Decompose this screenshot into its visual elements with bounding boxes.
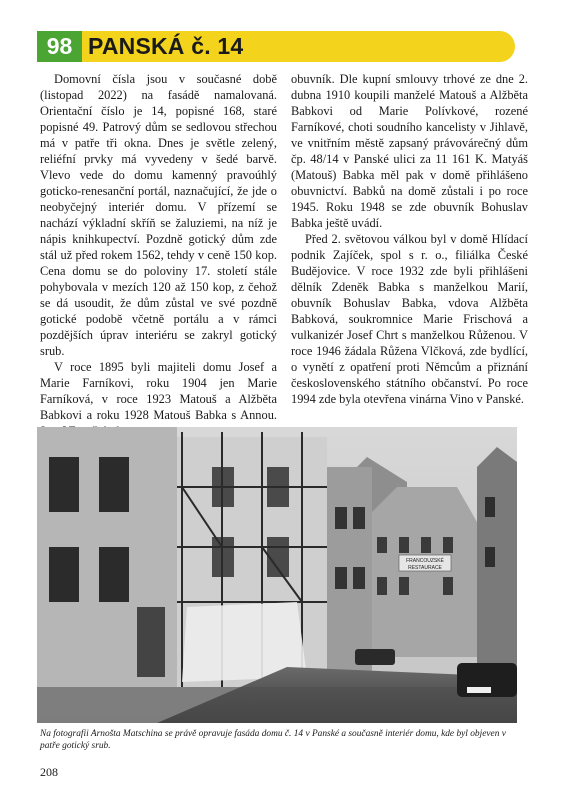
chapter-number: 98 xyxy=(37,31,82,62)
paragraph: V roce 1895 byli majiteli domu Josef a Marie Farníkovi, roku 1904 jen Marie Farníková, v roce 1923 Matouš a Alžběta Babkovi a roku 1928 Matouš Babka s Annou. xyxy=(40,360,277,422)
historical-photograph xyxy=(37,427,517,723)
building-sign-line1: FRANCOUZSKÉ xyxy=(406,558,444,564)
street-photo-illustration xyxy=(37,427,517,723)
text-column-left xyxy=(40,71,277,439)
text-column-right xyxy=(291,71,528,407)
paragraph-continuation: obuvník. Dle kupní smlouvy trhové ze dne 2. dubna 1910 koupili manželé Matouš a Alžběta Babkovi od Marie Polívkové, rozené Farníkové, choti soudního kancelisty v Jihlavě, ve vnitřním městě zapsaný právovárečný dům čp. 48/14 v Panské ulici za 11 161 K. Matyáš (Matouš) Babka měl pak v domě přihlášeno obuvnictví. Babků na domě zůstali i po roce 1945. Roku 1948 se zde obuvník Bohuslav Babka ještě uvádí. xyxy=(291,72,528,230)
paragraph: Domovní čísla jsou v současné době (listopad 2022) na fasádě namalovaná. Orientační číslo je 14, popisné 168, staré popisné 49. Patrový dům se sedlovou střechou má v patře tři okna. Dnes je světle zelený, reliéfní prvky má vyvedeny v šedé barvě. Vlevo vede do domu kamenný pravoúhlý goticko-renesanční portál, naznačující, že jde o neobyčejný interiér domu. V přízemí se nachází výkladní skříň se žaluziemi, na níž je nápis knihkupectví. Pozdně gotický dům zde stál už před rokem 1562, tehdy v ceně 150 kop. Cena domu se do poloviny 17. století stále pohybovala v mezích 120 až 150 kop, z čehož se dá usoudit, že dům zůstal ve své pozdně gotické podobě včetně portálu a v rámci pozdějších úprav interiéru se zakryl gotický srub. xyxy=(40,72,277,358)
chapter-title: PANSKÁ č. 14 xyxy=(88,33,244,59)
paragraph: Před 2. světovou válkou byl v domě Hlídací podnik Zajíček, spol s r. o., filiálka České Budějovice. V roce 1932 zde byli přihlášeni dělník Zdeněk Babka s manželkou Marií, obuvník Bohuslav Babka, vdova Alžběta Babková, soukromnice Marie Frischová a vulkanizér Josef Chrt s manželkou Růženou. V roce 1946 žádala Růžena Vlčková, zde bydlící, o vynětí z opatření proti Němcům a přiznání československého státního občanství. Po roce 1994 zde byla otevřena vinárna Vino v Panské. xyxy=(291,232,528,406)
building-sign-line2: RESTAURACE xyxy=(408,565,442,571)
page-number: 208 xyxy=(40,765,58,779)
photo-caption: Na fotografii Arnošta Matschina se právě opravuje fasáda domu č. 14 v Panské a současně interiér domu, kde byl objeven v patře gotický srub. xyxy=(40,729,506,751)
